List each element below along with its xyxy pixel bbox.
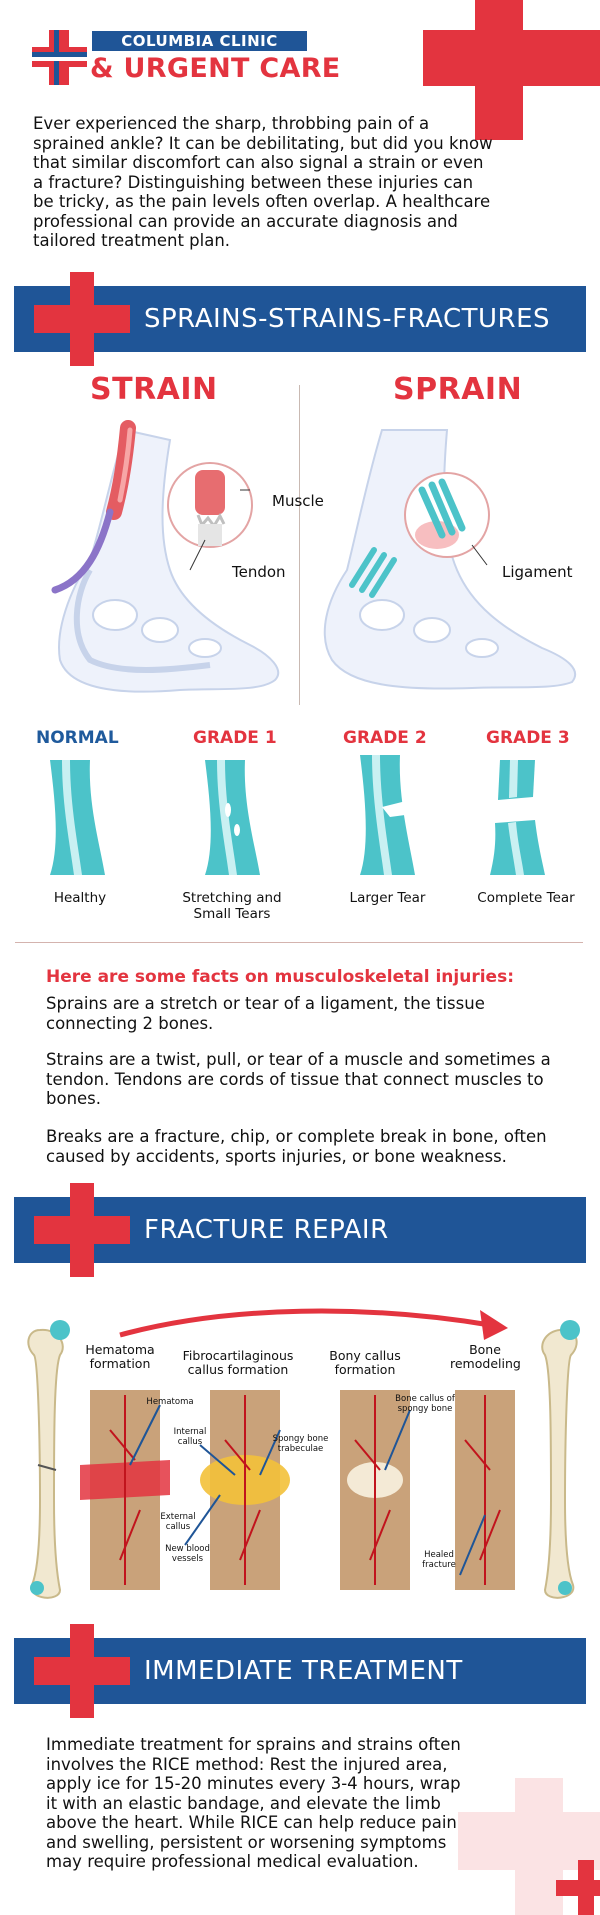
intro-text: Ever experienced the sharp, throbbing pain of a sprained ankle? It can be debilitating, but did you know that similar discomfort can also signal a strain or even a fracture? Distinguishing between these injuries can be tricky, as the pain levels often overlap. A healthcare professional can provide an accurate diagnosis and tailored treatment plan.	[33, 114, 493, 250]
small-cross-horizontal	[556, 1880, 600, 1896]
banner-title: FRACTURE REPAIR	[144, 1215, 389, 1245]
grade-1-title: GRADE 1	[193, 728, 277, 748]
stage-fibrocartilaginous: Fibrocartilaginous callus formation	[182, 1348, 294, 1377]
grade-2-title: GRADE 2	[343, 728, 427, 748]
logo-cross-icon	[32, 30, 87, 85]
label-external-callus: External callus	[160, 1512, 196, 1532]
brand-line1-text: COLUMBIA CLINIC	[121, 32, 278, 50]
banner-title: IMMEDIATE TREATMENT	[144, 1656, 463, 1686]
stage-hematoma: Hematoma formation	[85, 1342, 155, 1371]
corner-cross-horizontal	[423, 30, 600, 86]
facts-heading: Here are some facts on musculoskeletal injuries:	[46, 967, 514, 987]
grade-2-caption: Larger Tear	[349, 890, 426, 906]
tendon-label: Tendon	[232, 563, 286, 581]
section-divider	[15, 942, 583, 943]
label-internal-callus: Internal callus	[173, 1427, 207, 1447]
label-healed: Healed fracture	[422, 1550, 456, 1570]
fact-breaks: Breaks are a fracture, chip, or complete break in bone, often caused by accidents, sports injuries, or bone weakness.	[46, 1127, 547, 1166]
brand-line1	[92, 31, 307, 51]
banner-title: SPRAINS-STRAINS-FRACTURES	[144, 304, 551, 334]
strain-title: STRAIN	[90, 372, 218, 407]
banner2-cross-horizontal	[34, 1216, 130, 1244]
banner1-cross-horizontal	[34, 305, 130, 333]
label-hematoma: Hematoma	[146, 1397, 194, 1407]
grade-1-caption: Stretching and Small Tears	[182, 890, 282, 922]
grade-normal-caption: Healthy	[53, 890, 107, 906]
treatment-text: Immediate treatment for sprains and strains often involves the RICE method: Rest the injured area, apply ice for 15-20 minutes every 3-4 hours, wrap it with an elastic bandage, and elevate the limb above the heart. While RICE can help reduce pain and swelling, persistent or worsening symptoms may require professional medical evaluation.	[46, 1735, 461, 1871]
banner3-cross-horizontal	[34, 1657, 130, 1685]
label-new-vessels: New blood vessels	[165, 1544, 210, 1564]
fact-strains: Strains are a twist, pull, or tear of a muscle and sometimes a tendon. Tendons are cords of tissue that connect muscles to bones.	[46, 1050, 551, 1108]
ligament-grade-illustrations	[30, 755, 570, 880]
grade-3-title: GRADE 3	[486, 728, 570, 748]
grade-3-caption: Complete Tear	[477, 890, 575, 906]
fact-sprains: Sprains are a stretch or tear of a ligament, the tissue connecting 2 bones.	[46, 994, 485, 1033]
muscle-label: Muscle	[272, 492, 324, 510]
ligament-label: Ligament	[502, 563, 573, 581]
brand-line2: & URGENT CARE	[90, 53, 341, 84]
label-spongy: Spongy bone trabeculae	[272, 1434, 329, 1454]
grade-normal-title: NORMAL	[36, 728, 119, 748]
stage-bony-callus: Bony callus formation	[329, 1348, 401, 1377]
label-bone-callus: Bone callus of spongy bone	[395, 1394, 455, 1414]
sprain-title: SPRAIN	[393, 372, 523, 407]
stage-remodeling: Bone remodeling	[450, 1342, 521, 1371]
